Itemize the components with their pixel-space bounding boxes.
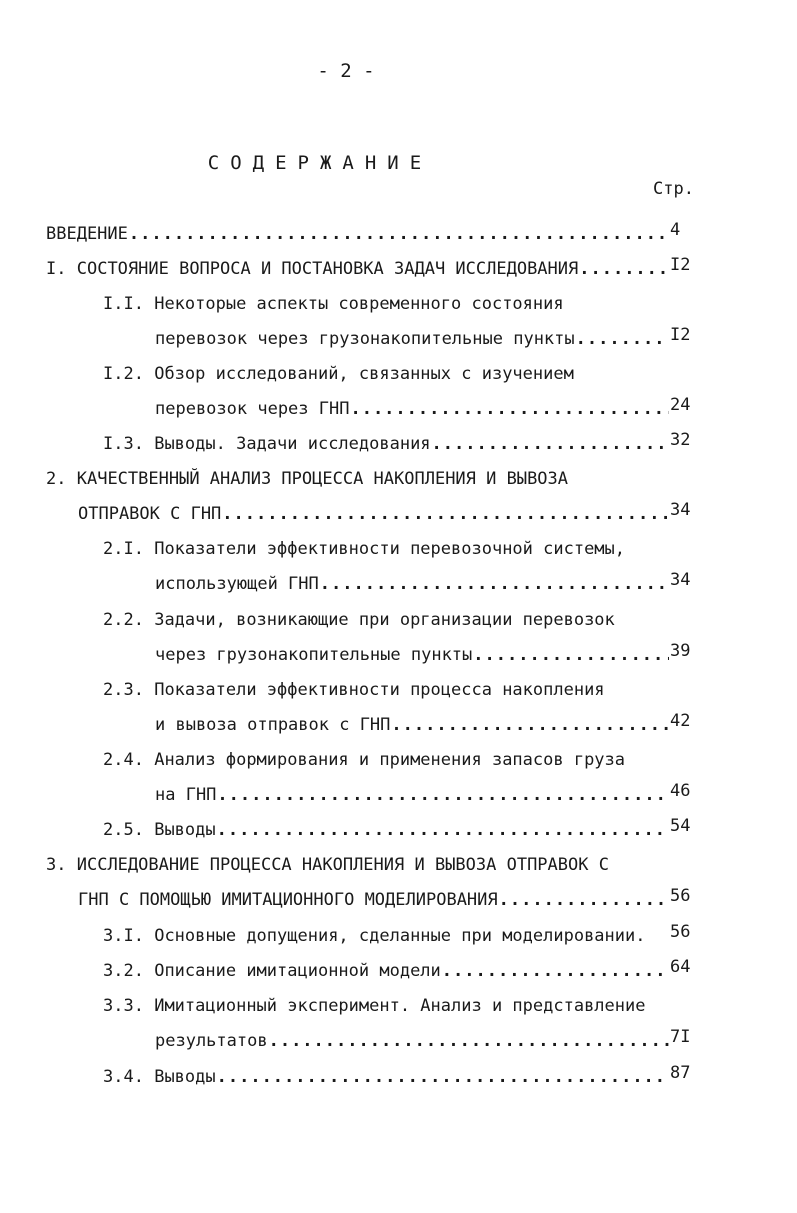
toc-chapter-3 [46,855,609,879]
toc-section-3-4 [103,1067,669,1091]
toc-section-1-3 [103,434,669,458]
toc-page-number: 4 [670,220,681,240]
toc-page-number: 32 [670,430,691,450]
toc-number: 3.I. [103,926,144,946]
toc-entry-title: Имитационный эксперимент. Анализ и представление [154,996,646,1016]
toc-number: I.2. [103,364,144,384]
toc-entry-title: Выводы. Задачи исследования [154,434,431,454]
toc-number: 2.4. [103,750,144,770]
toc-number: 2.3. [103,680,144,700]
toc-page-number: I2 [670,255,691,275]
toc-entry-title: Показатели эффективности процесса накопления [154,680,605,700]
toc-entry-title-cont: перевозок через грузонакопительные пункты [155,329,575,349]
toc-entry-title: ИССЛЕДОВАНИЕ ПРОЦЕССА НАКОПЛЕНИЯ И ВЫВОЗА ОТПРАВОК С [76,855,609,875]
toc-page-number: 46 [670,781,691,801]
toc-entry-title: ВВЕДЕНИЕ [46,224,128,244]
page-title: СОДЕРЖАНИЕ [207,152,433,174]
toc-entry-title-cont: через грузонакопительные пункты [155,645,473,665]
toc-section-1-1 [103,294,564,318]
page-number: - 2 - [317,60,375,82]
toc-page-number: 42 [670,711,691,731]
toc-entry-title-cont: результатов [155,1031,268,1051]
toc-number: 3.4. [103,1067,144,1087]
toc-page-number: 56 [670,922,691,942]
toc-number: 2.5. [103,820,144,840]
toc-entry-title-cont: и вывоза отправок с ГНП [155,715,391,735]
toc-section-2-3 [103,680,605,704]
toc-number: 3.3. [103,996,144,1016]
toc-entry-title: Обзор исследований, связанных с изучением [154,364,574,384]
toc-entry-title: Выводы [154,1067,216,1087]
toc-section-3-3 [103,996,645,1020]
page-column-label: Стр. [653,179,694,199]
toc-number: 3.2. [103,961,144,981]
toc-entry-title: Некоторые аспекты современного состояния [154,294,564,314]
toc-entry-title: Основные допущения, сделанные при моделировании. [154,926,646,946]
toc-number: I.I. [103,294,144,314]
toc-number: 2.2. [103,610,144,630]
toc-section-3-1 [103,926,669,950]
toc-page-number: 64 [670,957,691,977]
toc-page-number: 34 [670,500,691,520]
toc-entry-intro [46,224,669,248]
toc-page-number: 34 [670,570,691,590]
toc-page-number: 56 [670,886,691,906]
toc-section-2-4 [103,750,625,774]
toc-page-number: 24 [670,395,691,415]
toc-entry-title: Показатели эффективности перевозочной системы, [154,539,626,559]
toc-page-number: I2 [670,325,691,345]
toc-entry-title: КАЧЕСТВЕННЫЙ АНАЛИЗ ПРОЦЕССА НАКОПЛЕНИЯ И ВЫВОЗА [76,469,569,489]
toc-section-3-2 [103,961,669,985]
toc-number: 2.I. [103,539,144,559]
toc-entry-title-cont: ГНП С ПОМОЩЬЮ ИМИТАЦИОННОГО МОДЕЛИРОВАНИЯ [78,890,498,910]
toc-entry-title-cont: ОТПРАВОК С ГНП [78,504,222,524]
toc-number: 2. [46,469,67,489]
toc-entry-title-cont: на ГНП [155,785,217,805]
toc-entry-title-cont: перевозок через ГНП [155,399,350,419]
toc-page-number: 7I [670,1027,691,1047]
toc-number: I.3. [103,434,144,454]
toc-section-2-5 [103,820,669,844]
toc-entry-title: Анализ формирования и применения запасов груза [154,750,626,770]
toc-entry-title: Описание имитационной модели [154,961,441,981]
toc-chapter-2 [46,469,568,493]
toc-section-2-1 [103,539,625,563]
toc-number: 3. [46,855,67,875]
toc-entry-title: Задачи, возникающие при организации перевозок [154,610,615,630]
toc-entry-title: Выводы [154,820,216,840]
toc-number: I. [46,259,67,279]
toc-section-2-2 [103,610,615,634]
toc-section-1-2 [103,364,574,388]
toc-entry-title: СОСТОЯНИЕ ВОПРОСА И ПОСТАНОВКА ЗАДАЧ ИССЛЕДОВАНИЯ [76,259,579,279]
toc-page-number: 87 [670,1063,691,1083]
toc-entry-title-cont: использующей ГНП [155,574,319,594]
toc-page-number: 39 [670,641,691,661]
toc-page-number: 54 [670,816,691,836]
toc-chapter-1 [46,259,669,283]
